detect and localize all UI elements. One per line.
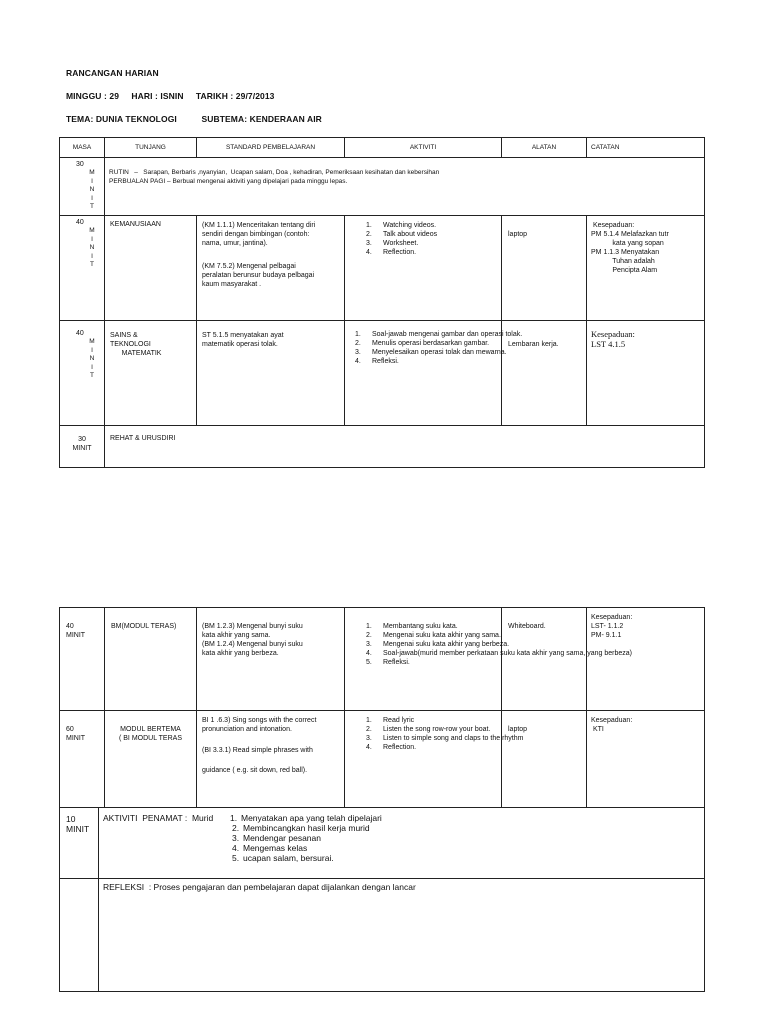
duration-unit-vertical: M I N I T — [89, 227, 95, 268]
activity-list — [355, 330, 522, 366]
list-item: 4. Soal-jawab(murid member perkataan suku kata akhir yang sama, yang berbeza) — [366, 650, 633, 657]
duration-value: 40 — [76, 330, 84, 337]
standard-text: guidance ( e.g. sit down, red ball). — [202, 767, 308, 774]
table-border — [59, 137, 60, 468]
page-title: RANCANGAN HARIAN — [66, 68, 159, 78]
table-border — [59, 710, 705, 711]
table-border — [59, 607, 705, 608]
duration-text: 10 MINIT — [66, 814, 90, 834]
table-border — [59, 320, 705, 321]
table-border — [104, 137, 105, 468]
list-item: 1. Membantang suku kata. — [366, 623, 458, 630]
standard-text: ST 5.1.5 menyatakan ayat matematik operasi tolak. — [202, 332, 284, 348]
duration-value: 30 MINIT — [72, 436, 92, 452]
table-border — [59, 991, 705, 992]
duration-unit-vertical: M I N I T — [89, 338, 95, 379]
list-item: 3. Mengenai suku kata akhir yang berbeza. — [366, 641, 510, 648]
activity-list — [366, 716, 523, 752]
list-item: 3. Listen to simple song and claps to the rhythm — [366, 735, 524, 742]
list-item: 5. Refleksi. — [366, 659, 410, 666]
list-item: 1. Menyatakan apa yang telah dipelajari — [230, 813, 382, 823]
tools-text: laptop — [508, 726, 528, 733]
list-item: 2. Listen the song row-row your boat. — [366, 726, 491, 733]
column-header-masa: MASA — [72, 144, 92, 151]
notes-text: Kesepaduan: LST- 1.1.2 PM- 9.1.1 — [591, 614, 633, 639]
tools-text: Lembaran kerja. — [508, 341, 559, 348]
break-text: REHAT & URUSDIRI — [110, 435, 176, 442]
table-border — [586, 215, 587, 426]
column-header-alatan: ALATAN — [531, 144, 557, 151]
column-header-standard: STANDARD PEMBELAJARAN — [225, 144, 316, 151]
standard-text: (KM 1.1.1) Menceritakan tentang diri sendiri dengan bimbingan (contoh: nama, umur, jantina). — [202, 222, 316, 247]
list-item: 5. ucapan salam, bersurai. — [232, 853, 334, 863]
duration-value: 30 — [76, 161, 84, 168]
week-day-date-line: MINGGU : 29 HARI : ISNIN TARIKH : 29/7/2013 — [66, 91, 275, 101]
table-border — [98, 807, 99, 992]
list-item: 1. Watching videos. — [366, 222, 437, 229]
tunjang-text: MODUL BERTEMA ( BI MODUL TERAS — [118, 726, 182, 742]
duration-unit-vertical: M I N I T — [89, 169, 95, 210]
notes-text: Kesepaduan: KTI — [591, 717, 633, 733]
list-item: 4. Refleksi. — [355, 358, 399, 365]
list-item: 2. Menulis operasi berdasarkan gambar. — [355, 340, 490, 347]
list-item: 2. Mengenai suku kata akhir yang sama. — [366, 632, 501, 639]
tunjang-text: BM(MODUL TERAS) — [111, 623, 177, 630]
table-border — [59, 807, 705, 808]
morning-talk-text: PERBUALAN PAGI – Berbual mengenai aktiviti yang dipelajari pada minggu lepas. — [109, 178, 348, 185]
list-item: 1. Read lyric — [366, 717, 415, 724]
table-border — [59, 215, 705, 216]
table-border — [104, 607, 105, 808]
table-border — [59, 157, 705, 158]
tools-text: Whiteboard. — [508, 623, 546, 630]
duration-text: 60 MINIT — [66, 726, 86, 742]
list-item: 2. Talk about videos — [366, 231, 438, 238]
table-border — [586, 137, 587, 158]
list-item: 2. Membincangkan hasil kerja murid — [232, 823, 370, 833]
list-item: 3. Menyelesaikan operasi tolak dan mewarna. — [355, 349, 507, 356]
table-border — [196, 215, 197, 426]
table-border — [59, 467, 705, 468]
closing-activity-label: AKTIVITI PENAMAT : Murid — [103, 813, 214, 823]
column-header-tunjang: TUNJANG — [135, 144, 166, 151]
notes-text: Kesepaduan: PM 5.1.4 Melafazkan tutr kata yang sopan PM 1.1.3 Menyatakan Tuhan adalah Pencipta Alam — [591, 222, 669, 274]
table-border — [501, 215, 502, 426]
table-border — [344, 607, 345, 808]
standard-text: BI 1 .6.3) Sing songs with the correct pronunciation and intonation. — [202, 717, 317, 733]
table-border — [344, 215, 345, 426]
list-item: 1. Soal-jawab mengenai gambar dan operasi tolak. — [355, 331, 523, 338]
standard-text: (BM 1.2.3) Mengenal bunyi suku kata akhir yang sama. (BM 1.2.4) Mengenal bunyi suku kata akhir yang berbeza. — [202, 623, 303, 657]
table-border — [196, 607, 197, 808]
tools-text: laptop — [508, 231, 528, 238]
tunjang-text: KEMANUSIAAN — [110, 221, 161, 228]
duration-value: 40 — [76, 219, 84, 226]
column-header-aktiviti: AKTIVITI — [409, 144, 437, 151]
list-item: 4. Mengemas kelas — [232, 843, 308, 853]
reflection-text: REFLEKSI : Proses pengajaran dan pembelajaran dapat dijalankan dengan lancar — [103, 882, 416, 892]
table-border — [59, 137, 705, 138]
list-item: 4. Reflection. — [366, 744, 417, 751]
list-item: 3. Mendengar pesanan — [232, 833, 321, 843]
duration-text: 40 MINIT — [66, 623, 86, 639]
column-header-catatan: CATATAN — [591, 144, 620, 151]
standard-text: (BI 3.3.1) Read simple phrases with — [202, 747, 313, 754]
routine-text: RUTIN – Sarapan, Berbaris ,nyanyian, Ucapan salam, Doa , kehadiran, Pemeriksaan kesihatan dan kebersihan — [109, 169, 440, 176]
closing-activity-list — [230, 813, 382, 863]
table-border — [59, 425, 705, 426]
list-item: 4. Reflection. — [366, 249, 417, 256]
table-border — [59, 607, 60, 992]
tunjang-text: SAINS & TEKNOLOGI MATEMATIK — [110, 332, 162, 357]
table-border — [59, 878, 705, 879]
standard-text: (KM 7.5.2) Mengenal pelbagai peralatan berunsur budaya pelbagai kaum masyarakat . — [202, 263, 315, 288]
table-border — [704, 607, 705, 992]
activity-list — [366, 221, 437, 257]
theme-subtheme-line: TEMA: DUNIA TEKNOLOGI SUBTEMA: KENDERAAN AIR — [66, 114, 322, 124]
notes-text: Kesepaduan: LST 4.1.5 — [591, 329, 635, 349]
table-border — [704, 137, 705, 468]
list-item: 3. Worksheet. — [366, 240, 419, 247]
